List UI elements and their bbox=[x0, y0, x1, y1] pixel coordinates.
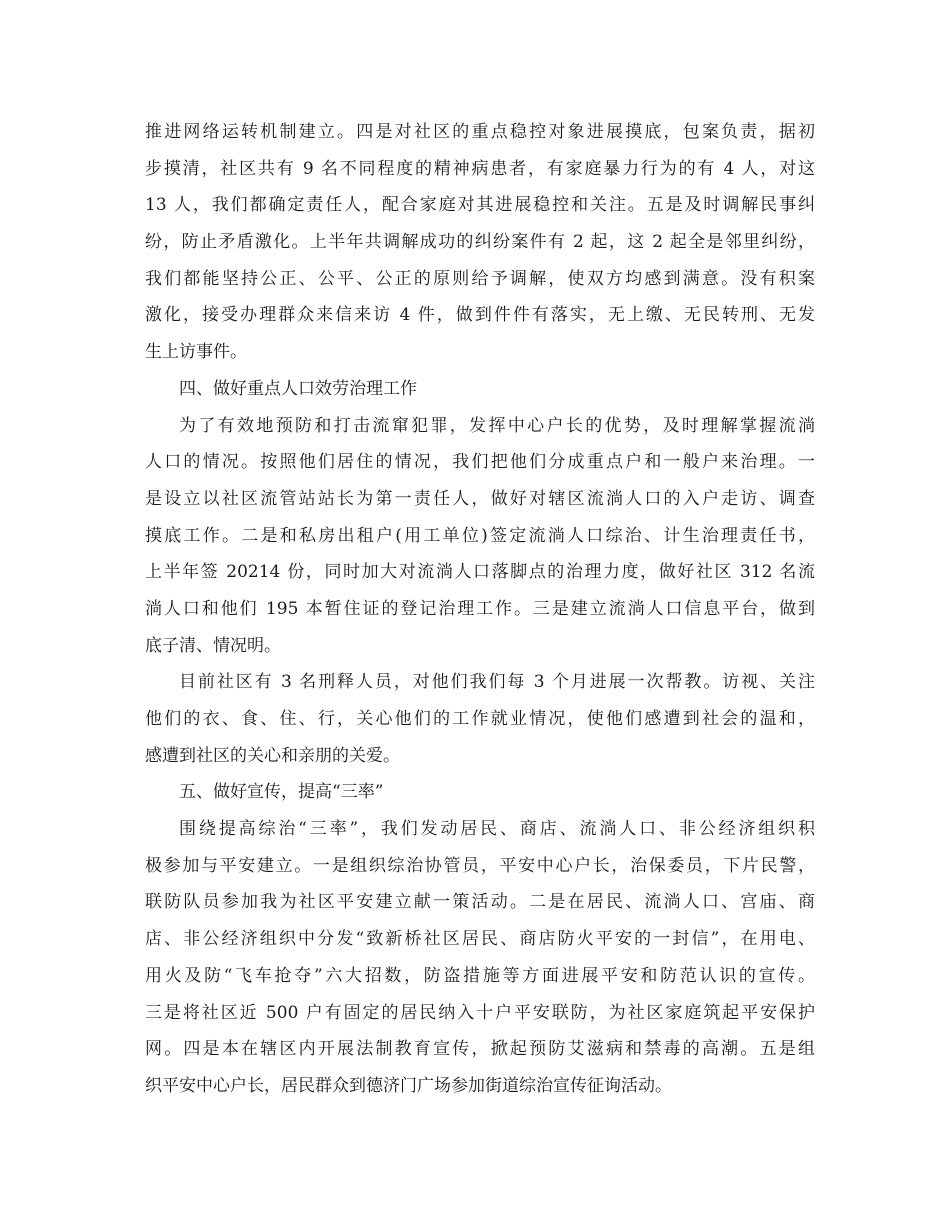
text-line: 网。四是本在辖区内开展法制教育宣传，掀起预防艾滋病和禁毒的高潮。五是组 bbox=[145, 1039, 815, 1060]
text-line: 纷，防止矛盾激化。上半年共调解成功的纠纷案件有 2 起，这 2 起全是邻里纠纷， bbox=[145, 232, 815, 253]
text-line: 他们的衣、食、住、行，关心他们的工作就业情况，使他们感遭到社会的温和， bbox=[145, 709, 815, 729]
text-line: 四、做好重点人口效劳治理工作 bbox=[179, 378, 417, 399]
text-line: 我们都能坚持公正、公平、公正的原则给予调解，使双方均感到满意。没有积案 bbox=[145, 268, 815, 289]
text-line: 围绕提高综治“三率”，我们发动居民、商店、流淌人口、非公经济组织积 bbox=[179, 819, 815, 840]
text-line: 步摸清，社区共有 9 名不同程度的精神病患者，有家庭暴力行为的有 4 人，对这 bbox=[145, 158, 815, 179]
text-line: 为了有效地预防和打击流窜犯罪，发挥中心户长的优势，及时理解掌握流淌 bbox=[179, 415, 815, 436]
text-line: 推进网络运转机制建立。四是对社区的重点稳控对象进展摸底，包案负责，据初 bbox=[145, 122, 815, 142]
text-line: 上半年签 20214 份，同时加大对流淌人口落脚点的治理力度，做好社区 312 名流 bbox=[145, 562, 815, 583]
text-line: 极参加与平安建立。一是组织综治协管员，平安中心户长，治保委员，下片民警， bbox=[145, 855, 815, 876]
text-line: 激化，接受办理群众来信来访 4 件，做到件件有落实，无上缴、无民转刑、无发 bbox=[145, 305, 815, 326]
text-line: 人口的情况。按照他们居住的情况，我们把他们分成重点户和一般户来治理。一 bbox=[145, 452, 815, 473]
text-line: 生上访事件。 bbox=[145, 342, 247, 363]
text-line: 目前社区有 3 名刑释人员，对他们我们每 3 个月进展一次帮教。访视、关注 bbox=[179, 672, 815, 693]
text-line: 联防队员参加我为社区平安建立献一策活动。二是在居民、流淌人口、宫庙、商 bbox=[145, 892, 815, 913]
text-line: 淌人口和他们 195 本暂住证的登记治理工作。三是建立流淌人口信息平台，做到 bbox=[145, 598, 815, 619]
text-line: 店、非公经济组织中分发“致新桥社区居民、商店防火平安的一封信”，在用电、 bbox=[145, 929, 815, 950]
text-line: 摸底工作。二是和私房出租户(用工单位)签定流淌人口综治、计生治理责任书， bbox=[145, 525, 815, 546]
text-line: 13 人，我们都确定责任人，配合家庭对其进展稳控和关注。五是及时调解民事纠 bbox=[145, 195, 815, 216]
text-line: 五、做好宣传，提高“三率” bbox=[179, 782, 384, 803]
text-line: 感遭到社区的关心和亲朋的关爱。 bbox=[145, 745, 400, 766]
text-line: 底子清、情况明。 bbox=[145, 635, 281, 656]
text-line: 是设立以社区流管站站长为第一责任人，做好对辖区流淌人口的入户走访、调查 bbox=[145, 488, 815, 509]
text-line: 用火及防“飞车抢夺”六大招数，防盗措施等方面进展平安和防范认识的宣传。 bbox=[145, 965, 815, 986]
text-line: 织平安中心户长，居民群众到德济门广场参加街道综治宣传征询活动。 bbox=[145, 1075, 672, 1096]
text-line: 三是将社区近 500 户有固定的居民纳入十户平安联防，为社区家庭筑起平安保护 bbox=[145, 1002, 815, 1023]
document-body bbox=[145, 114, 815, 1105]
